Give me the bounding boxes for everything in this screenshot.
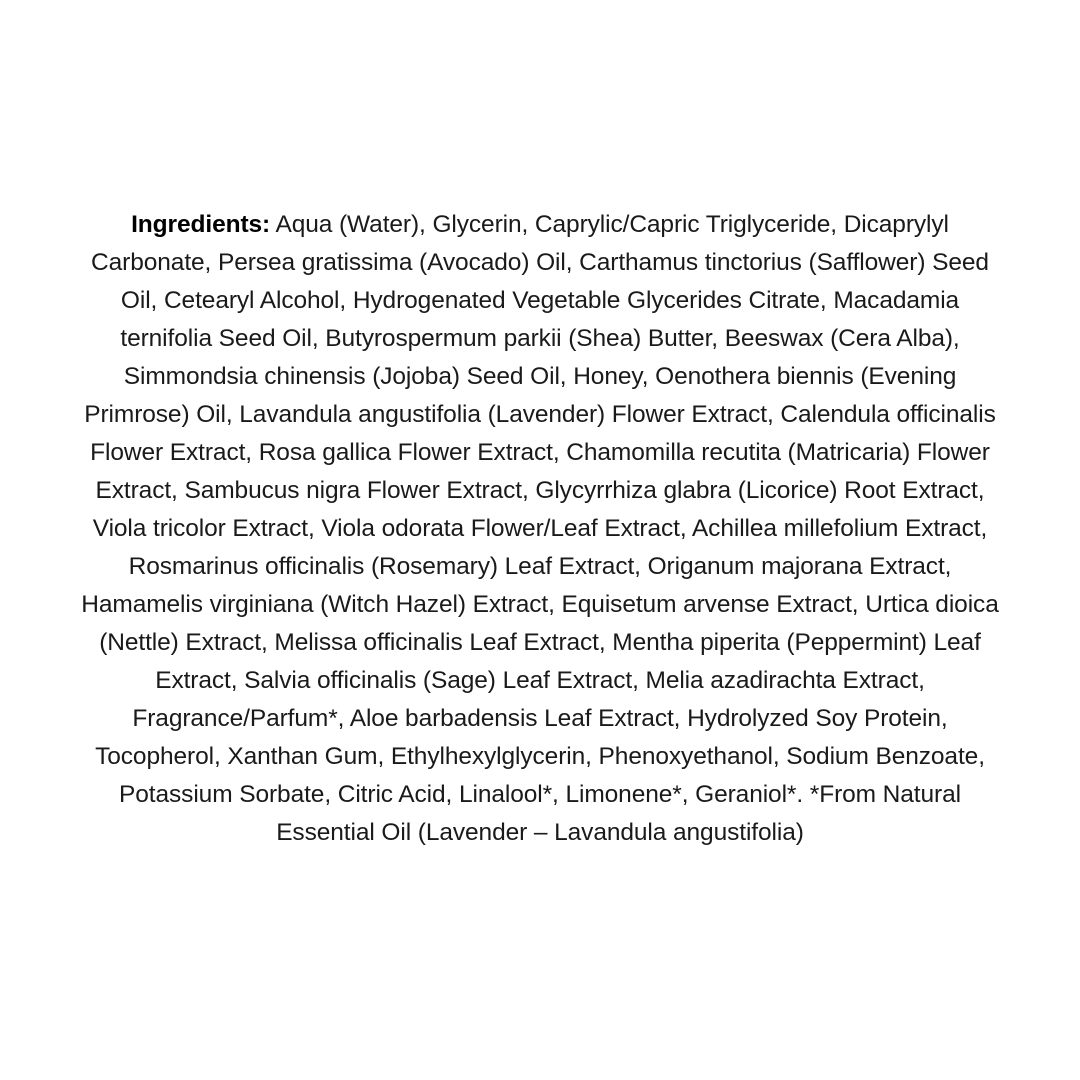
ingredients-list: Aqua (Water), Glycerin, Caprylic/Capric Triglyceride, Dicaprylyl Carbonate, Persea gratissima (Avocado) Oil, Carthamus tinctorius (Safflower) Seed Oil, Cetearyl Alcohol, Hydrogenated Vegetable Glycerides Citrate, Macadamia ternifolia Seed Oil, Butyrospermum parkii (Shea) Butter, Beeswax (Cera Alba), Simmondsia chinensis (Jojoba) Seed Oil, Honey, Oenothera biennis (Evening Primrose) Oil, Lavandula angustifolia (Lavender) Flower Extract, Calendula officinalis Flower Extract, Rosa gallica Flower Extract, Chamomilla recutita (Matricaria) Flower Extract, Sambucus nigra Flower Extract, Glycyrrhiza glabra (Licorice) Root Extract, Viola tricolor Extract, Viola odorata Flower/Leaf Extract, Achillea millefolium Extract, Rosmarinus officinalis (Rosemary) Leaf Extract, Origanum majorana Extract, Hamamelis virginiana (Witch Hazel) Extract, Equisetum arvense Extract, Urtica dioica (Nettle) Extract, Melissa officinalis Leaf Extract, Mentha piperita (Peppermint) Leaf Extract, Salvia officinalis (Sage) Leaf Extract, Melia azadirachta Extract, Fragrance/Parfum*, Aloe barbadensis Leaf Extract, Hydrolyzed Soy Protein, Tocopherol, Xanthan Gum, Ethylhexylglycerin, Phenoxyethanol, Sodium Benzoate, Potassium Sorbate, Citric Acid, Linalool*, Limonene*, Geraniol*. *From Natural Essential Oil (Lavender – Lavandula angustifolia) [81, 211, 999, 846]
ingredients-paragraph [80, 206, 1000, 852]
ingredients-label: Ingredients: [131, 211, 271, 238]
